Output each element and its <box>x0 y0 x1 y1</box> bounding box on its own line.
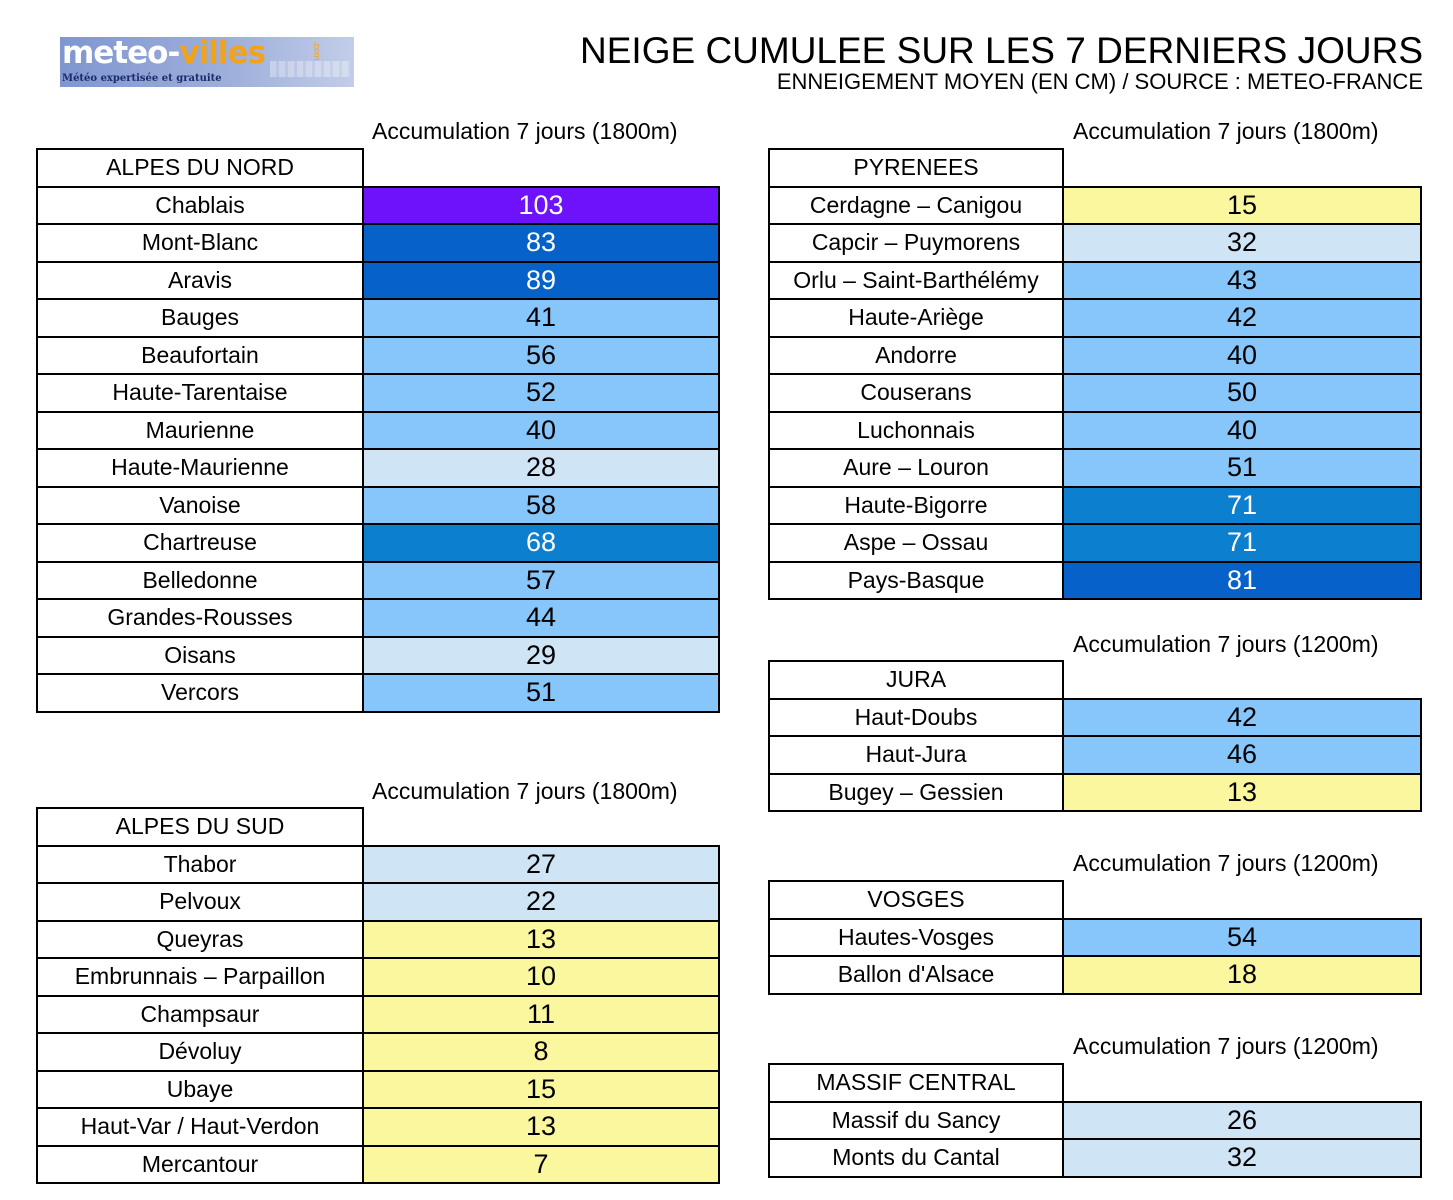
table-row <box>37 883 719 921</box>
snow-depth-value: 83 <box>363 224 719 262</box>
snow-depth-value: 10 <box>363 958 719 996</box>
table-row <box>37 449 719 487</box>
massif-name: Couserans <box>769 374 1063 412</box>
header-spacer <box>363 149 719 187</box>
region-name: ALPES DU NORD <box>37 149 363 187</box>
massif-name: Haute-Maurienne <box>37 449 363 487</box>
table-row <box>769 1139 1421 1177</box>
snow-depth-value: 40 <box>1063 412 1421 450</box>
snow-depth-value: 7 <box>363 1146 719 1184</box>
table-row <box>37 996 719 1034</box>
snow-depth-value: 71 <box>1063 524 1421 562</box>
massif-name: Mont-Blanc <box>37 224 363 262</box>
snow-depth-value: 42 <box>1063 699 1421 737</box>
massif-name: Vercors <box>37 674 363 712</box>
table-row <box>769 524 1421 562</box>
massif-name: Bauges <box>37 299 363 337</box>
massif-name: Andorre <box>769 337 1063 375</box>
header-spacer <box>1063 881 1421 919</box>
table-row <box>769 736 1421 774</box>
page-title: NEIGE CUMULEE SUR LES 7 DERNIERS JOURS <box>580 30 1423 71</box>
table-row <box>769 449 1421 487</box>
massif-name: Massif du Sancy <box>769 1102 1063 1140</box>
massif-name: Haute-Ariège <box>769 299 1063 337</box>
table-row <box>37 262 719 300</box>
logo-domain-suffix: .com <box>312 41 322 61</box>
table-row <box>37 1108 719 1146</box>
region-name: JURA <box>769 661 1063 699</box>
massif-name: Thabor <box>37 846 363 884</box>
table-alpes-du-sud <box>36 807 720 1184</box>
snow-depth-value: 27 <box>363 846 719 884</box>
table-row <box>37 599 719 637</box>
massif-name: Haut-Jura <box>769 736 1063 774</box>
region-header-row <box>769 1064 1421 1102</box>
caption-pyrenees: Accumulation 7 jours (1800m) <box>1073 118 1379 144</box>
table-row <box>769 956 1421 994</box>
massif-name: Vanoise <box>37 487 363 525</box>
table-row <box>37 374 719 412</box>
massif-name: Aravis <box>37 262 363 300</box>
table-row <box>37 846 719 884</box>
table-jura <box>768 660 1422 812</box>
meteo-villes-logo[interactable] <box>60 37 354 87</box>
snow-depth-value: 54 <box>1063 919 1421 957</box>
table-row <box>769 412 1421 450</box>
table-massif-central <box>768 1063 1422 1178</box>
table-row <box>769 919 1421 957</box>
massif-name: Cerdagne – Canigou <box>769 187 1063 225</box>
massif-name: Maurienne <box>37 412 363 450</box>
table-pyrenees <box>768 148 1422 600</box>
snow-depth-value: 11 <box>363 996 719 1034</box>
massif-name: Bugey – Gessien <box>769 774 1063 812</box>
table-row <box>37 674 719 712</box>
snow-depth-value: 57 <box>363 562 719 600</box>
table-row <box>37 187 719 225</box>
region-name: VOSGES <box>769 881 1063 919</box>
snow-depth-value: 51 <box>363 674 719 712</box>
header-spacer <box>1063 661 1421 699</box>
massif-name: Orlu – Saint-Barthélémy <box>769 262 1063 300</box>
table-vosges <box>768 880 1422 995</box>
table-row <box>37 562 719 600</box>
snow-depth-value: 29 <box>363 637 719 675</box>
massif-name: Mercantour <box>37 1146 363 1184</box>
massif-name: Chartreuse <box>37 524 363 562</box>
snow-depth-value: 68 <box>363 524 719 562</box>
snow-depth-value: 52 <box>363 374 719 412</box>
snow-depth-value: 103 <box>363 187 719 225</box>
massif-name: Hautes-Vosges <box>769 919 1063 957</box>
table-row <box>37 337 719 375</box>
massif-name: Ballon d'Alsace <box>769 956 1063 994</box>
snow-depth-value: 44 <box>363 599 719 637</box>
snow-depth-value: 15 <box>363 1071 719 1109</box>
snow-depth-value: 89 <box>363 262 719 300</box>
snow-depth-value: 13 <box>1063 774 1421 812</box>
table-row <box>769 299 1421 337</box>
massif-name: Belledonne <box>37 562 363 600</box>
snow-depth-value: 22 <box>363 883 719 921</box>
table-row <box>37 958 719 996</box>
snow-depth-value: 50 <box>1063 374 1421 412</box>
table-row <box>769 187 1421 225</box>
snow-depth-value: 41 <box>363 299 719 337</box>
massif-name: Queyras <box>37 921 363 959</box>
snow-depth-value: 32 <box>1063 1139 1421 1177</box>
snow-depth-value: 40 <box>363 412 719 450</box>
snow-depth-value: 56 <box>363 337 719 375</box>
massif-name: Ubaye <box>37 1071 363 1109</box>
snow-depth-value: 40 <box>1063 337 1421 375</box>
massif-name: Pelvoux <box>37 883 363 921</box>
table-row <box>37 487 719 525</box>
caption-alpes-du-sud: Accumulation 7 jours (1800m) <box>372 778 678 804</box>
caption-alpes-du-nord: Accumulation 7 jours (1800m) <box>372 118 678 144</box>
caption-massif-central: Accumulation 7 jours (1200m) <box>1073 1033 1379 1059</box>
snow-depth-value: 32 <box>1063 224 1421 262</box>
table-alpes-du-nord <box>36 148 720 713</box>
table-row <box>37 524 719 562</box>
table-row <box>37 637 719 675</box>
region-name: ALPES DU SUD <box>37 808 363 846</box>
table-row <box>37 299 719 337</box>
region-name: PYRENEES <box>769 149 1063 187</box>
table-row <box>37 921 719 959</box>
table-row <box>769 699 1421 737</box>
snow-depth-value: 81 <box>1063 562 1421 600</box>
snow-depth-value: 13 <box>363 1108 719 1146</box>
header-spacer <box>1063 1064 1421 1102</box>
massif-name: Monts du Cantal <box>769 1139 1063 1177</box>
table-row <box>769 262 1421 300</box>
caption-vosges: Accumulation 7 jours (1200m) <box>1073 850 1379 876</box>
region-header-row <box>37 149 719 187</box>
snow-depth-value: 46 <box>1063 736 1421 774</box>
snow-depth-value: 42 <box>1063 299 1421 337</box>
snow-depth-value: 13 <box>363 921 719 959</box>
table-row <box>769 487 1421 525</box>
region-header-row <box>37 808 719 846</box>
snow-depth-value: 15 <box>1063 187 1421 225</box>
logo-tagline: Météo expertisée et gratuite <box>62 73 222 84</box>
table-row <box>769 774 1421 812</box>
massif-name: Pays-Basque <box>769 562 1063 600</box>
massif-name: Chablais <box>37 187 363 225</box>
table-row <box>769 1102 1421 1140</box>
header-spacer <box>363 808 719 846</box>
massif-name: Beaufortain <box>37 337 363 375</box>
massif-name: Aspe – Ossau <box>769 524 1063 562</box>
snow-depth-value: 71 <box>1063 487 1421 525</box>
snow-depth-value: 8 <box>363 1033 719 1071</box>
table-row <box>769 562 1421 600</box>
massif-name: Champsaur <box>37 996 363 1034</box>
snow-depth-value: 26 <box>1063 1102 1421 1140</box>
logo-wordmark: meteo-villes <box>62 37 265 71</box>
table-row <box>769 337 1421 375</box>
region-header-row <box>769 881 1421 919</box>
massif-name: Haut-Doubs <box>769 699 1063 737</box>
region-name: MASSIF CENTRAL <box>769 1064 1063 1102</box>
table-row <box>769 224 1421 262</box>
massif-name: Haute-Tarentaise <box>37 374 363 412</box>
massif-name: Luchonnais <box>769 412 1063 450</box>
logo-skyline-graphic <box>270 61 350 77</box>
massif-name: Haute-Bigorre <box>769 487 1063 525</box>
snow-depth-value: 18 <box>1063 956 1421 994</box>
table-row <box>37 1033 719 1071</box>
table-row <box>37 224 719 262</box>
table-row <box>37 412 719 450</box>
snow-depth-value: 51 <box>1063 449 1421 487</box>
caption-jura: Accumulation 7 jours (1200m) <box>1073 631 1379 657</box>
table-row <box>37 1146 719 1184</box>
snow-depth-value: 43 <box>1063 262 1421 300</box>
region-header-row <box>769 149 1421 187</box>
massif-name: Embrunnais – Parpaillon <box>37 958 363 996</box>
massif-name: Dévoluy <box>37 1033 363 1071</box>
massif-name: Aure – Louron <box>769 449 1063 487</box>
snow-depth-value: 28 <box>363 449 719 487</box>
table-row <box>769 374 1421 412</box>
massif-name: Grandes-Rousses <box>37 599 363 637</box>
massif-name: Haut-Var / Haut-Verdon <box>37 1108 363 1146</box>
massif-name: Oisans <box>37 637 363 675</box>
header-spacer <box>1063 149 1421 187</box>
region-header-row <box>769 661 1421 699</box>
table-row <box>37 1071 719 1109</box>
snow-depth-value: 58 <box>363 487 719 525</box>
massif-name: Capcir – Puymorens <box>769 224 1063 262</box>
page-subtitle: ENNEIGEMENT MOYEN (EN CM) / SOURCE : METEO-FRANCE <box>776 69 1423 94</box>
